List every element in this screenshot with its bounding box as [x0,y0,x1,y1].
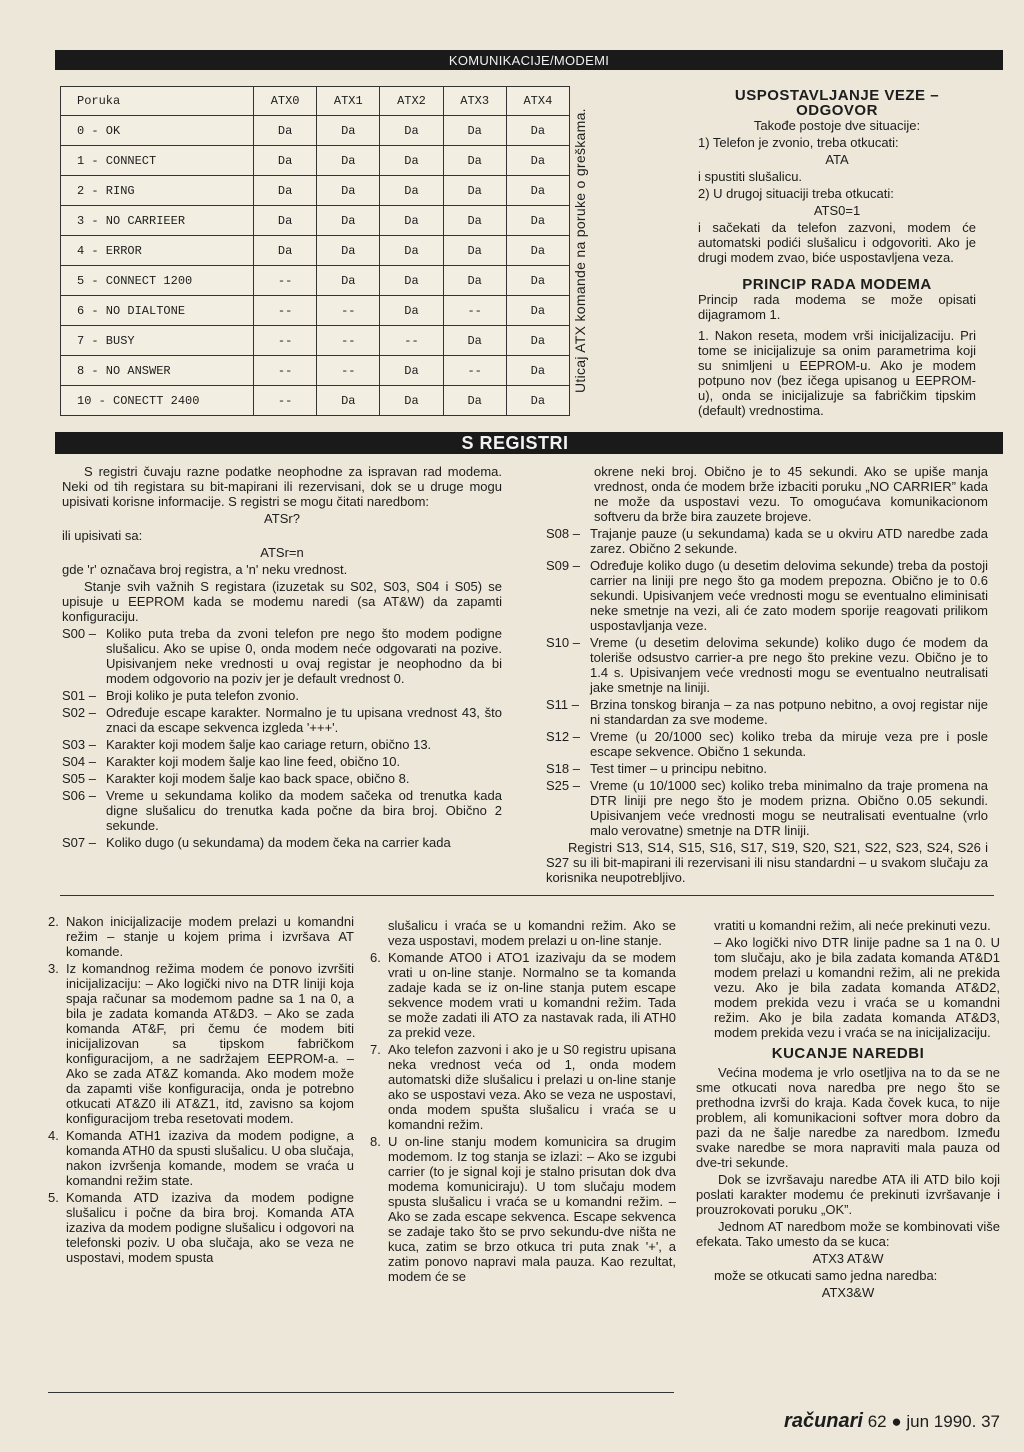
table-row [61,326,570,356]
item-key: S01 – [62,688,96,703]
value-cell: Da [380,146,443,176]
item-text: Koliko puta treba da zvoni telefon pre nego što modem podigne slušalicu. Ako se upise 0, onda modem neće odgovarati na pozive. Upisivanjem neke vrednosti u ovaj registar je neophodno da bi modem odgovorio na poziv jer je default vrednost 0. [106,626,502,686]
item-text: Određuje koliko dugo (u desetim delovima sekunde) treba da postoji carrier na liniji pre nego što ga modem prepozna. Obično je to 0.6 sekundi. Upisivanjem veće vrednosti mogu se eventualno eliminisati neke smetnje na vezi, ali će zato modem sporije reagovati prilikom uspostavljanja veze. [590,558,988,633]
table-row [61,296,570,326]
message-cell: 4 - ERROR [61,236,254,266]
value-cell: Da [506,326,569,356]
list-item [48,1128,354,1188]
column-header: ATX4 [506,87,569,116]
value-cell: Da [380,296,443,326]
value-cell: Da [506,176,569,206]
item-key: S18 – [546,761,580,776]
value-cell: Da [317,266,380,296]
list-item [62,737,502,752]
value-cell: Da [506,146,569,176]
paragraph: Princip rada modema se može opisati dijagramom 1. [698,292,976,322]
command-example: ATX3&W [821,1285,875,1300]
heading-typing-commands: KUCANJE NAREDBI [771,1045,925,1062]
value-cell: Da [443,146,506,176]
value-cell: Da [380,206,443,236]
paragraph: i spustiti slušalicu. [698,169,803,184]
command-example: ATSr? [264,511,300,526]
table-row [61,266,570,296]
table-row [61,206,570,236]
paragraph: 1) Telefon je zvonio, treba otkucati: [698,135,899,150]
command-example: ATX3 AT&W [812,1251,884,1266]
item-key: S03 – [62,737,96,752]
value-cell: Da [254,176,317,206]
item-text: Koliko dugo (u sekundama) da modem čeka na carrier kada [106,835,451,850]
item-text: Komande ATO0 i ATO1 izazivaju da se modem vrati u on-line stanje. Normalno se ta komanda zadaje kada se iz on-line stanja putem escape sekvence modem vrati u komandni režim. Tada se može zadati ili ATO za nastavak rada, ili ATH0 za prekid veze. [388,950,676,1040]
register-list [62,626,502,850]
list-item [546,526,988,556]
message-cell: 10 - CONECTT 2400 [61,386,254,416]
list-item [370,1134,676,1284]
column-end-rule [48,1392,674,1393]
page-number: 37 [981,1412,1000,1431]
list-item [48,961,354,1126]
item-text: Trajanje pauze (u sekundama) kada se u okviru ATD naredbe zada zarez. Obično 2 sekunde. [590,526,988,556]
value-cell: Da [317,176,380,206]
list-item [62,688,502,703]
item-text: Komanda ATD izaziva da modem podigne slušalicu i počne da bira broj. Komanda ATA izaziva da modem podigne slušalicu i odgovori na telefonski poziv. U oba slučaja, ako se veza ne uspostavi, modem spusta [66,1190,354,1265]
value-cell: Da [506,266,569,296]
item-text: Brzina tonskog biranja – za nas potpuno nebitno, a ovoj registar nije ni standardan za sve modeme. [590,697,988,727]
column-header: Poruka [61,87,254,116]
item-text: Vreme u sekundama koliko da modem sačeka od trenutka kada digne slušalicu do trenutka kada počne da bira broj. Obično 2 sekunde. [106,788,502,833]
value-cell: Da [380,266,443,296]
value-cell: -- [443,296,506,326]
item-key: S00 – [62,626,96,641]
value-cell: Da [506,356,569,386]
value-cell: -- [317,296,380,326]
paragraph: S registri čuvaju razne podatke neophodne za ispravan rad modema. Neki od tih registara su bit-mapirani ili rezervisani, dok se u druge mogu upisivati korisne informacije. S registri se mogu čitati naredbom: [62,464,502,509]
value-cell: Da [380,356,443,386]
section-label: KOMUNIKACIJE/MODEMI [448,53,610,68]
column-header: ATX1 [317,87,380,116]
table-body [61,116,570,416]
value-cell: -- [254,326,317,356]
item-text: Vreme (u desetim delovima sekunde) koliko dugo će modem da toleriše odsustvo carrier-a pre nego što prekine vezu. Obično je to 1.4 s. Upisivanjem veće vrednosti mogu se eventualno neutralisati jake smetnje na liniji. [590,635,988,695]
item-text: Vreme (u 10/1000 sec) koliko treba minimalno da traje promena na DTR liniji pre nego što je modem prizna. Obično 0.05 sekundi. Upisivanjem veće vrednosti mogu se neutralisati eventualne (vrlo malo verovatne) smetnje na DTR liniji. [590,778,988,838]
paragraph: – Ako logički nivo DTR linije padne sa 1 na 0. U tom slučaju, ako je bila zadata komanda AT&D1 modem prelazi u komandni režim, ali ne prekida vezu. Ako je bila zadata komanda AT&D2, modem prekida vezu i vraća se u komandni režim. Ako je bila zadata komanda AT&D3, modem prekida vezu i vraća se na inicijalizaciju. [714,935,1000,1040]
item-key: 8. [370,1134,381,1149]
message-cell: 3 - NO CARRIEER [61,206,254,236]
value-cell: -- [380,326,443,356]
command-example: ATSr=n [260,545,304,560]
list-item [546,697,988,727]
heading-connection-answer: USPOSTAVLJANJE VEZE – ODGOVOR [734,87,940,119]
table-row [61,146,570,176]
right-top-column [698,88,976,420]
value-cell: Da [506,116,569,146]
list-item [546,635,988,695]
message-cell: 5 - CONNECT 1200 [61,266,254,296]
value-cell: Da [506,296,569,326]
table-row [61,386,570,416]
list-item [62,705,502,735]
list-item [62,788,502,833]
list-item [62,835,502,850]
bottom-column-2 [370,918,676,1286]
paragraph: Većina modema je vrlo osetljiva na to da se ne sme otkucati nova naredba pre nego što se prethodna izvrši do kraja. Kada čovek kuca, to nije problem, ali komunikacioni softver mora dobro da pazi da ne šalje naredbe za naredbom. Između svake naredbe se mora napraviti mala pauza od dve-tri sekunde. [696,1065,1000,1170]
list-item [62,754,502,769]
value-cell: -- [254,266,317,296]
message-cell: 1 - CONNECT [61,146,254,176]
value-cell: Da [443,116,506,146]
item-key: 3. [48,961,59,976]
value-cell: -- [443,356,506,386]
table-caption: Uticaj ATX komande na poruke o greškama. [572,108,588,394]
item-key: S10 – [546,635,580,650]
paragraph: okrene neki broj. Obično je to 45 sekundi. Ako se upiše manja vrednost, onda će modem brže izbaciti poruku „NO CARRIER” kada ne može da uspostavi vezu. To omogućava komunikacionom softveru da brže bira zauzete brojeve. [594,464,988,524]
table-row [61,116,570,146]
table-row [61,356,570,386]
value-cell: Da [506,386,569,416]
magazine-logo: računari [784,1410,863,1432]
list-item [48,1190,354,1265]
command-example: ATA [825,152,849,167]
value-cell: Da [254,206,317,236]
value-cell: -- [254,296,317,326]
list-item [370,1042,676,1132]
value-cell: Da [380,236,443,266]
message-cell: 0 - OK [61,116,254,146]
value-cell: Da [506,236,569,266]
issue-date: jun 1990. [906,1412,977,1431]
section-header-bar [55,50,1003,70]
message-cell: 6 - NO DIALTONE [61,296,254,326]
value-cell: Da [380,116,443,146]
message-cell: 2 - RING [61,176,254,206]
numbered-list [48,914,354,1265]
value-cell: Da [443,326,506,356]
list-item [62,626,502,686]
message-cell: 7 - BUSY [61,326,254,356]
list-item [546,761,988,776]
item-text: Test timer – u principu nebitno. [590,761,768,776]
item-text: Karakter koji modem šalje kao cariage return, obično 13. [106,737,432,752]
list-item [546,778,988,838]
list-item [546,558,988,633]
item-text: Ako telefon zazvoni i ako je u S0 registru upisana neka vrednost veća od 1, onda modem automatski diže slušalicu i prelazi u on-line stanje ako se uspostavi veza. Ako se veza ne uspostavi, onda modem spušta slušalicu i vraća se u komandni režim. [388,1042,676,1132]
item-text: Nakon inicijalizacije modem prelazi u komandni režim – stanje u kojem prima i izvršava AT komande. [66,914,354,959]
paragraph: i sačekati da telefon zazvoni, modem će automatski podići slušalicu i odgovoriti. Ako je drugi modem zvao, biće uspostavljena veza. [698,220,976,265]
item-key: S07 – [62,835,96,850]
value-cell: Da [380,176,443,206]
list-item [546,729,988,759]
item-key: S09 – [546,558,580,573]
register-list [546,526,988,838]
paragraph: Jednom AT naredbom može se kombinovati više efekata. Tako umesto da se kuca: [696,1219,1000,1249]
issue-number: 62 [867,1412,887,1431]
item-key: S11 – [546,697,580,712]
list-item [370,950,676,1040]
value-cell: Da [380,386,443,416]
value-cell: -- [317,326,380,356]
item-text: Iz komandnog režima modem će ponovo izvršiti inicijalizaciju: – Ako logički nivo na DTR liniji koja spaja računar sa modemom padne sa 1 na 0, a bila je zadata komanda AT&D3. – Ako se zada komanda AT&F, pri čemu će modem biti inicijalizovan sa tipskom fabričkom konfiguracijom, a ne sadržajem EEPROM-a. – Ako se zada AT&Z komanda. Ako modem može da zapamti više konfiguracija, onda je potrebno otkucati AT&Z0 ili AT&Z1, itd, zavisno sa kojom konfiguracijom treba resetovati modem. [66,961,354,1126]
atx-message-table [60,86,570,416]
item-text: Komanda ATH1 izaziva da modem podigne, a komanda ATH0 da spusti slušalicu. U oba slučaja, nakon izvršenja komande, modem se vraća u komandni režim state. [66,1128,354,1188]
value-cell: Da [443,176,506,206]
bottom-column-3 [696,918,1000,1302]
item-key: 5. [48,1190,59,1205]
value-cell: Da [317,386,380,416]
registers-right-column [546,464,988,887]
value-cell: Da [317,116,380,146]
item-key: S08 – [546,526,580,541]
paragraph: Takođe postoje dve situacije: [753,118,921,133]
list-item [62,771,502,786]
value-cell: Da [254,146,317,176]
item-text: Vreme (u 20/1000 sec) koliko treba da miruje veza pre i posle escape sekvence. Obično 1 sekunda. [590,729,988,759]
item-text: Karakter koji modem šalje kao line feed, obično 10. [106,754,401,769]
item-text: Broji koliko je puta telefon zvonio. [106,688,299,703]
page-footer [784,1410,1000,1433]
value-cell: Da [254,236,317,266]
value-cell: -- [254,386,317,416]
paragraph: može se otkucati samo jedna naredba: [714,1268,938,1283]
item-text: Karakter koji modem šalje kao back space, obično 8. [106,771,410,786]
heading-modem-principle: PRINCIP RADA MODEMA [742,276,932,293]
paragraph: 2) U drugoj situaciji treba otkucati: [698,186,894,201]
item-text: U on-line stanju modem komunicira sa drugim modemom. Iz tog stanja se izlazi: – Ako se izgubi carrier (to je signal koji je stalno prisutan dok dva modema komuniciraju). U tom slučaju modem spusta slušalicu i vraća se u komandni režim. – Ako se zada escape sekvenca. Escape sekvenca se zadaje tako što se prvo sekundu-dve ništa ne kuca, zatim se brzo otkuca tri puta znak '+', a zatim ponovo napravi mala pauza. Kao rezultat, modem će se [388,1134,676,1284]
value-cell: Da [317,236,380,266]
column-header: ATX0 [254,87,317,116]
item-key: 7. [370,1042,381,1057]
table-row [61,236,570,266]
bullet-separator: ● [891,1412,902,1431]
bottom-column-1 [48,914,354,1267]
paragraph: gde 'r' označava broj registra, a 'n' neku vrednost. [62,562,348,577]
value-cell: Da [443,206,506,236]
item-key: S25 – [546,778,580,793]
item-key: S02 – [62,705,96,720]
command-example: ATS0=1 [813,203,861,218]
section-title: S REGISTRI [461,433,569,453]
item-key: 2. [48,914,59,929]
paragraph: Dok se izvršavaju naredbe ATA ili ATD bilo koji poslati karakter modemu će prekinuti izvršavanje i prouzrokovati poruku „OK”. [696,1172,1000,1217]
paragraph: 1. Nakon reseta, modem vrši inicijalizaciju. Pri tome se inicijalizuje sa onim parametrima koji su snimljeni u EEPROM-u. Ako je modem potpuno nov (bez ičega upisanog u EEPROM-u), onda se inicijalizuje sa fabričkim tipskim (default) vrednostima. [698,328,976,418]
value-cell: -- [317,356,380,386]
message-cell: 8 - NO ANSWER [61,356,254,386]
item-key: 6. [370,950,381,965]
registers-left-column [62,464,502,852]
paragraph: ili upisivati sa: [62,528,143,543]
item-text: Određuje escape karakter. Normalno je tu upisana vrednost 43, što znaci da escape sekvenca izgleda '+++'. [106,705,502,735]
section-divider [60,895,994,896]
table-header-row [61,87,570,116]
value-cell: Da [317,206,380,236]
value-cell: -- [254,356,317,386]
item-key: S12 – [546,729,580,744]
paragraph: Stanje svih važnih S registara (izuzetak su S02, S03, S04 i S05) se upisuje u EEPROM kada se modemu naredi (sa AT&W) da zapamti konfiguraciju. [62,579,502,624]
column-header: ATX3 [443,87,506,116]
item-key: S06 – [62,788,96,803]
item-key: S05 – [62,771,96,786]
value-cell: Da [443,386,506,416]
value-cell: Da [317,146,380,176]
value-cell: Da [443,266,506,296]
value-cell: Da [254,116,317,146]
paragraph: slušalicu i vraća se u komandni režim. Ako se veza uspostavi, modem prelazi u on-line stanje. [388,918,676,948]
item-key: 4. [48,1128,59,1143]
table-row [61,176,570,206]
column-header: ATX2 [380,87,443,116]
value-cell: Da [506,206,569,236]
numbered-list [370,950,676,1284]
value-cell: Da [443,236,506,266]
paragraph: Registri S13, S14, S15, S16, S17, S19, S20, S21, S22, S23, S24, S26 i S27 su ili bit-mapirani ili rezervisani ili nisu standardni – u svakom slučaju za korisnika neupotrebljivo. [546,840,988,885]
item-key: S04 – [62,754,96,769]
list-item [48,914,354,959]
paragraph: vratiti u komandni režim, ali neće prekinuti vezu. [714,918,991,933]
